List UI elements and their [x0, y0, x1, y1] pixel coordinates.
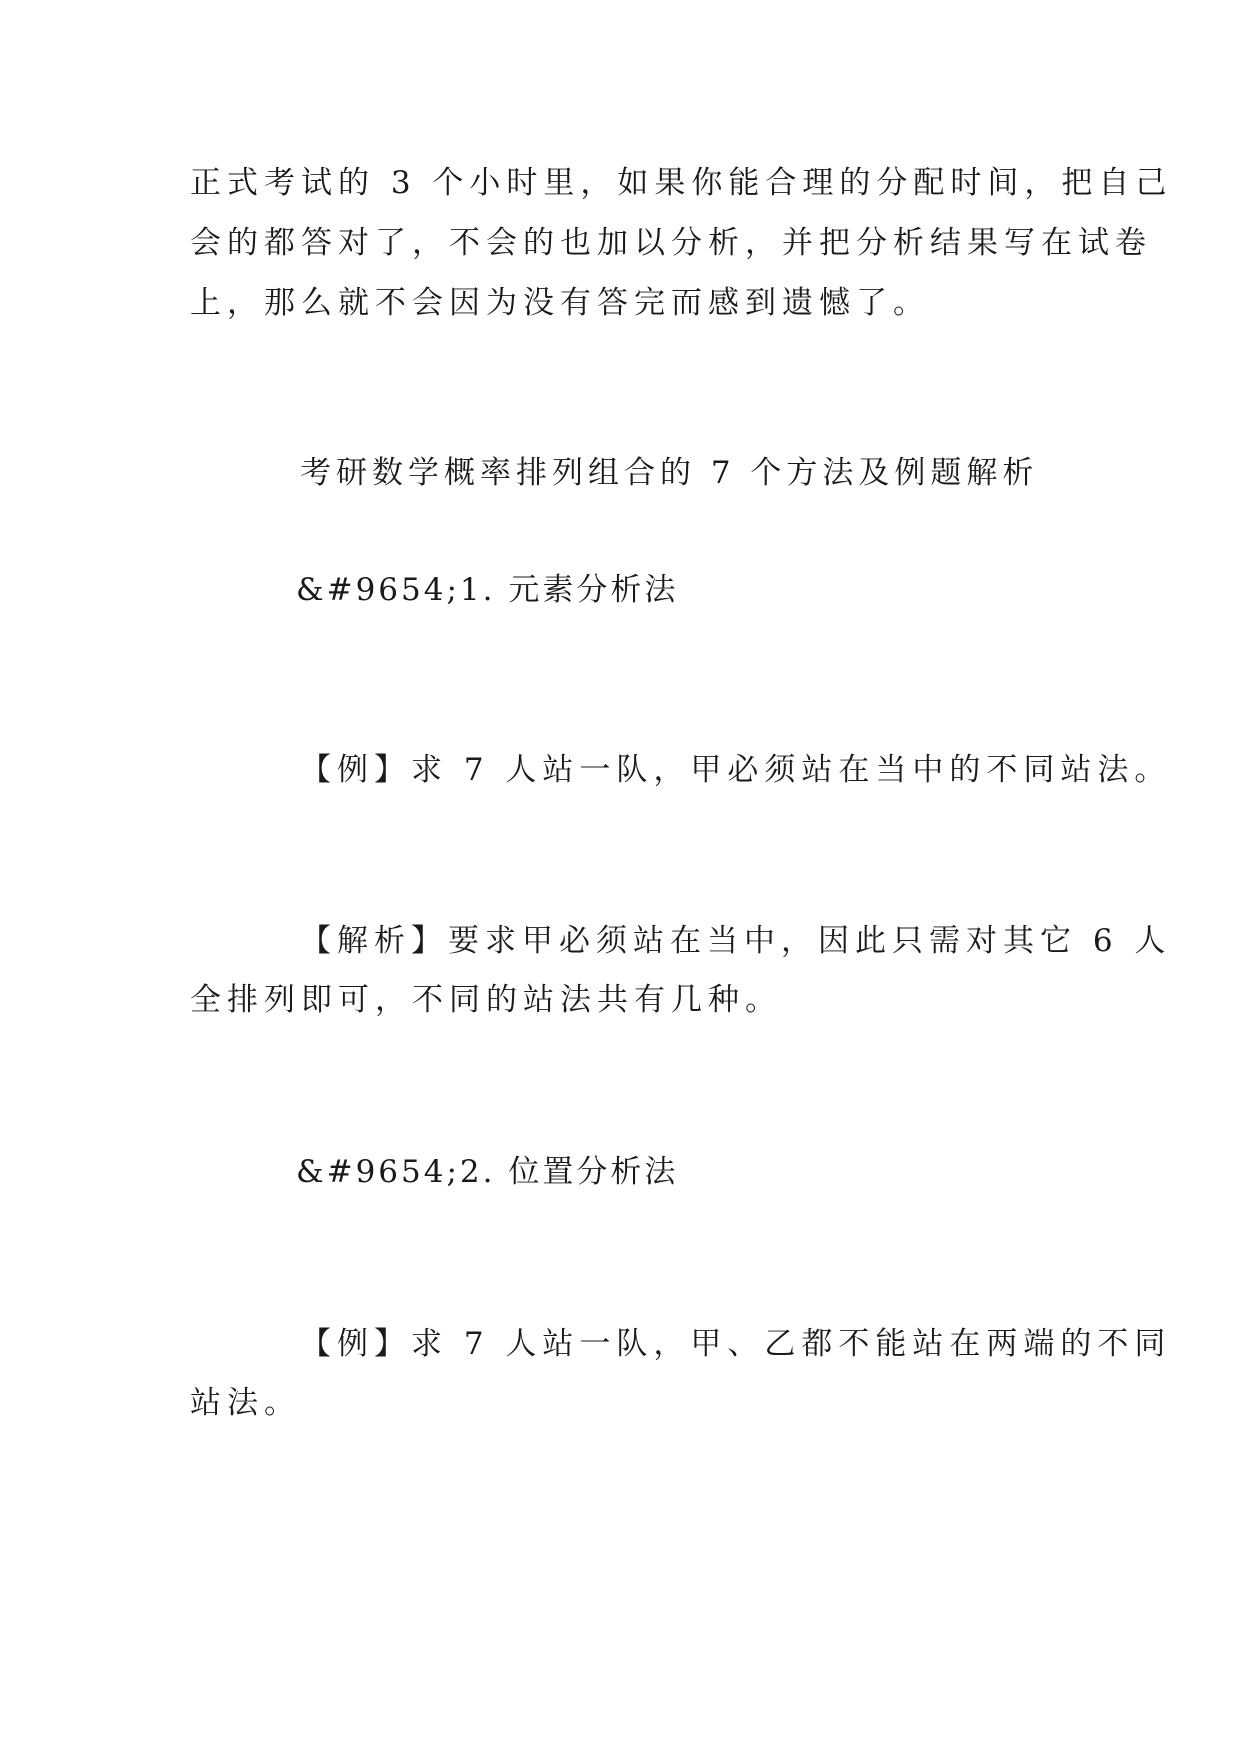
method-2-heading: &#9654;2. 位置分析法	[296, 1154, 679, 1190]
method-1-analysis-line: 全排列即可，不同的站法共有几种。	[190, 982, 782, 1018]
intro-paragraph-line: 上，那么就不会因为没有答完而感到遗憾了。	[190, 285, 930, 321]
section-title: 考研数学概率排列组合的 7 个方法及例题解析	[300, 455, 1039, 491]
intro-paragraph-line: 会的都答对了，不会的也加以分析，并把分析结果写在试卷	[190, 225, 1152, 261]
method-1-example: 【例】求 7 人站一队，甲必须站在当中的不同站法。	[300, 752, 1172, 788]
method-1-heading: &#9654;1. 元素分析法	[296, 572, 679, 608]
method-1-analysis-line: 【解析】要求甲必须站在当中，因此只需对其它 6 人	[300, 923, 1172, 959]
method-2-example-line: 【例】求 7 人站一队，甲、乙都不能站在两端的不同	[300, 1326, 1172, 1362]
intro-paragraph-line: 正式考试的 3 个小时里，如果你能合理的分配时间，把自己	[190, 165, 1173, 201]
method-2-example-line: 站法。	[190, 1385, 301, 1421]
